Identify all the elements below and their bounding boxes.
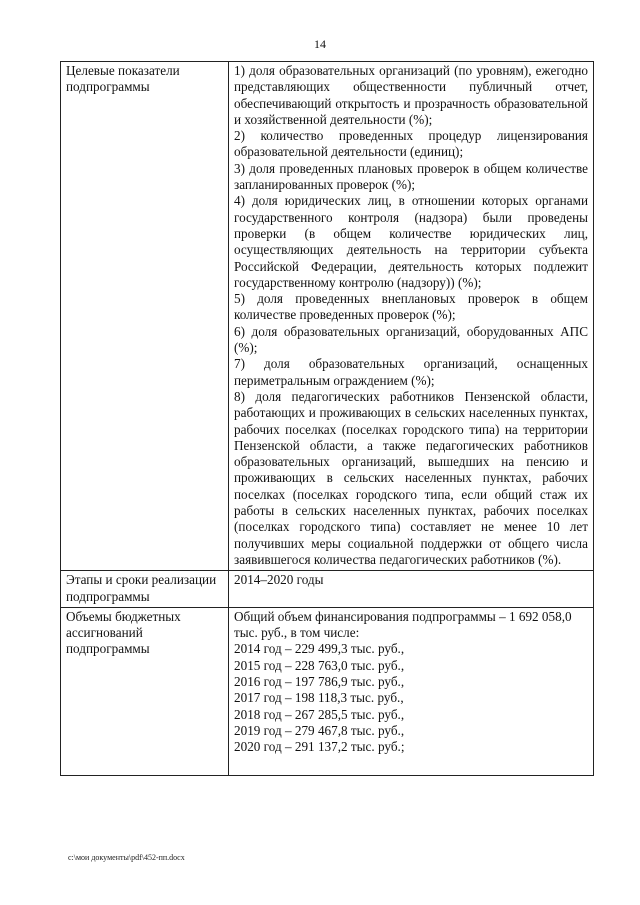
indicator-item: 1) доля образовательных организаций (по уровням), ежегодно представляющих общественности публичный отчет, обеспечивающий открытость и прозрачность образовательной и хозяйственной деятельности (%); [234,63,588,127]
indicator-item: 3) доля проведенных плановых проверок в общем количестве запланированных проверок (%); [234,160,588,193]
page-number: 14 [314,37,326,51]
indicator-item: 5) доля проведенных внеплановых проверок в общем количестве проведенных проверок (%); [234,291,588,323]
funding-year: 2020 год – 291 137,2 тыс. руб.; [234,739,405,755]
subprogram-passport-table [60,61,594,776]
row-label: Объемы бюджетных ассигнований подпрограммы [61,607,229,776]
funding-year: 2019 год – 279 467,8 тыс. руб., [234,722,405,738]
row-value [229,62,594,571]
row-value [229,607,594,776]
table-row [61,571,594,608]
indicator-item: 7) доля образовательных организаций, оснащенных периметральным ограждением (%); [234,356,588,388]
row-label: Целевые показатели подпрограммы [61,62,229,571]
funding-year: 2015 год – 228 763,0 тыс. руб., [234,657,405,673]
indicator-item: 6) доля образовательных организаций, оборудованных АПС (%); [234,323,588,356]
funding-year: 2017 год – 198 118,3 тыс. руб., [234,690,404,706]
row-value: 2014–2020 годы [229,571,594,608]
funding-total: Общий объем финансирования подпрограммы – 1 692 058,0 тыс. руб., в том числе: [234,608,572,641]
funding-year: 2018 год – 267 285,5 тыс. руб., [234,706,405,722]
indicator-item: 4) доля юридических лиц, в отношении которых органами государственного контроля (надзора) были проведены проверки (в общем количестве юридических лиц, осуществляющих деятельность на территории субъекта Российской Федерации, деятельность которых подлежит государственному контролю (надзору)) (%); [234,193,588,290]
file-path-footer: c:\мои документы\pdf\452-пп.docx [68,853,185,862]
indicator-item: 8) доля педагогических работников Пензенской области, работающих и проживающих в сельских населенных пунктах, рабочих поселках (поселках городского типа) на территории Пензенской области, а также педагогических работников образовательных организаций, вышедших на пенсию и проживающих в сельских населенных пунктах, рабочих поселках (поселках городского типа, если общий стаж их работы в сельских населенных пунктах, рабочих поселках (поселках городского типа) составляет не менее 10 лет получивших меры социальной поддержки от общего числа заявившегося количества педагогических работников (%). [234,388,588,567]
table-row [61,62,594,571]
funding-year: 2014 год – 229 499,3 тыс. руб., [234,641,405,657]
funding-year: 2016 год – 197 786,9 тыс. руб., [234,673,405,689]
row-label: Этапы и сроки реализации подпрограммы [61,571,229,608]
table-row [61,607,594,776]
indicator-item: 2) количество проведенных процедур лицензирования образовательной деятельности (единиц); [234,128,588,160]
